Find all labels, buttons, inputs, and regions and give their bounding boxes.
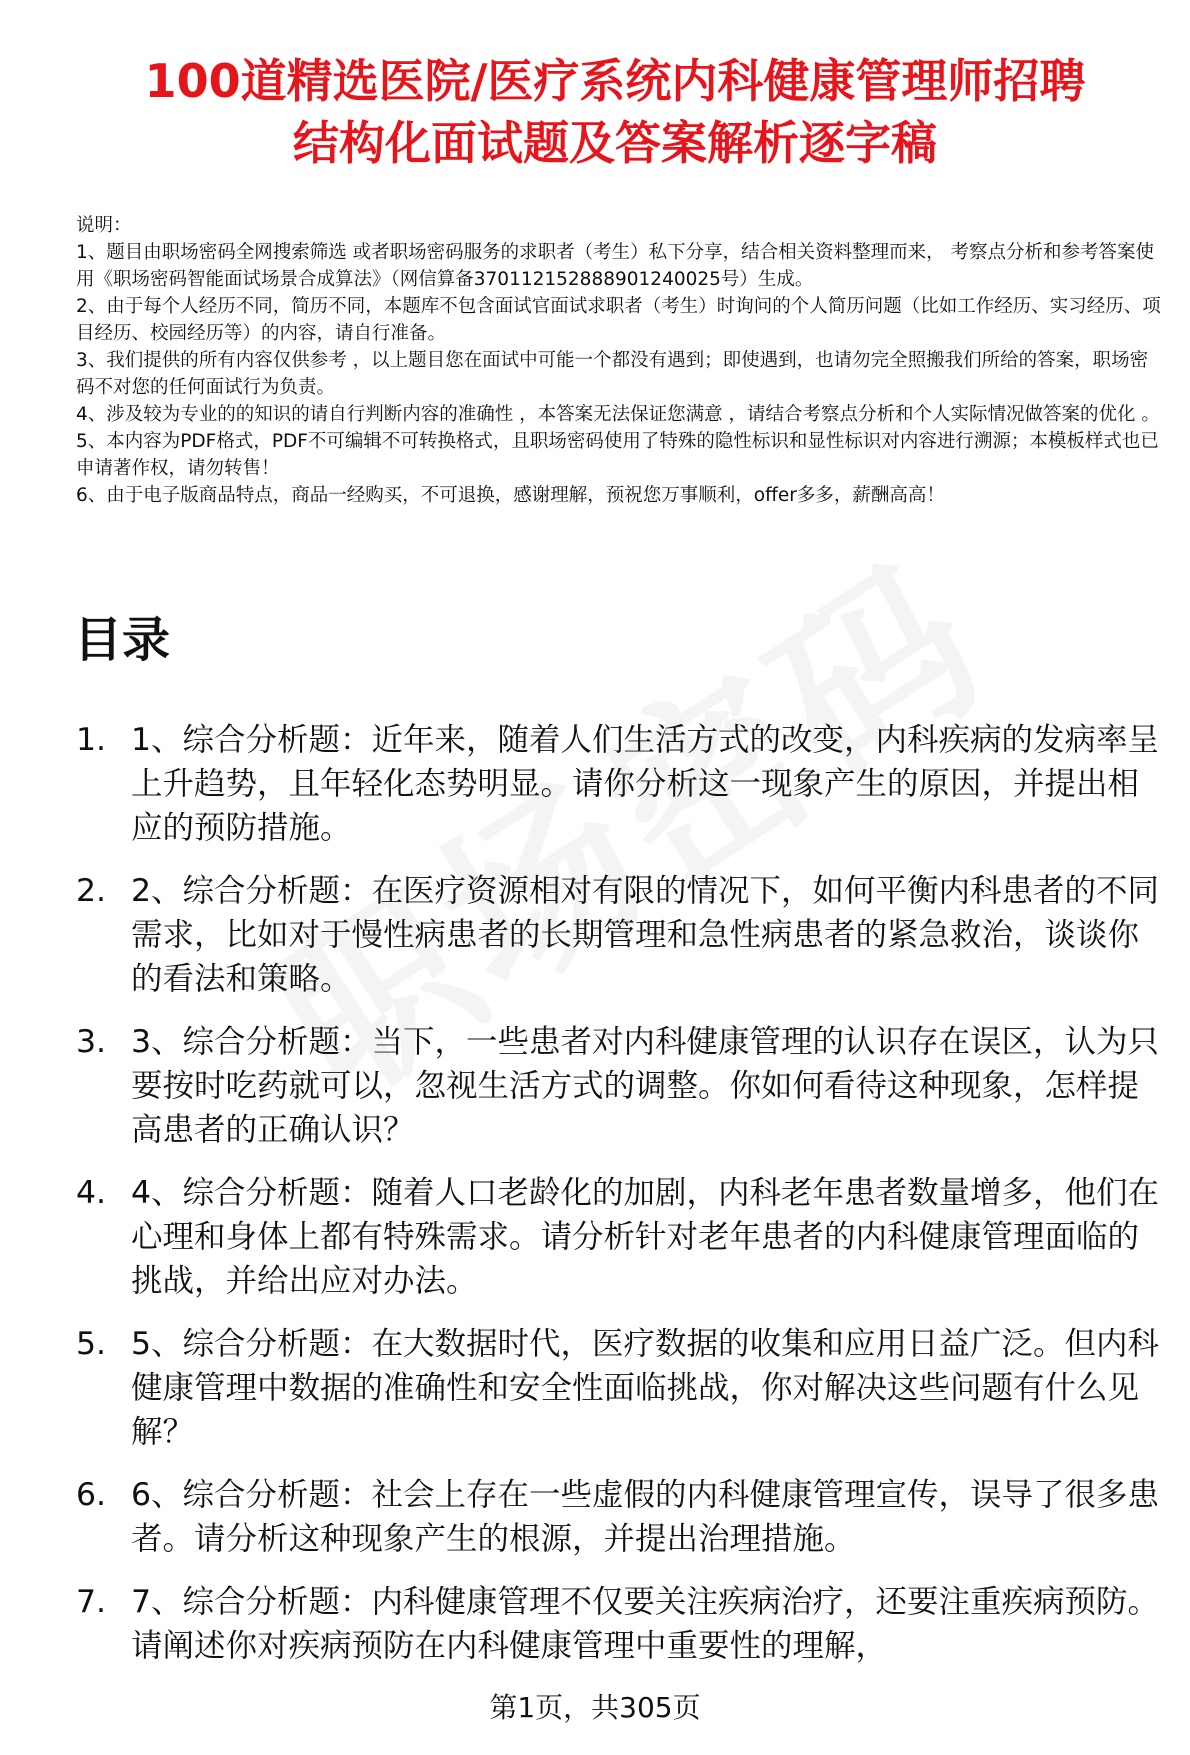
toc-item[interactable] — [76, 1171, 1166, 1303]
instructions-notes — [76, 212, 1166, 509]
toc-item-number: 6. — [76, 1477, 107, 1513]
note-item: 2、由于每个人经历不同，简历不同，本题库不包含面试官面试求职者（考生）时询问的个人简历问题（比如工作经历、实习经历、项目经历、校园经历等）的内容，请自行准备。 — [76, 296, 1161, 344]
toc-item[interactable] — [76, 1580, 1166, 1668]
toc-item-number: 5. — [76, 1326, 107, 1362]
toc-item[interactable] — [76, 1020, 1166, 1152]
toc-item-number: 3. — [76, 1024, 107, 1060]
toc-item-number: 7. — [76, 1584, 107, 1620]
page-footer: 第1页，共305页 — [489, 1691, 701, 1724]
toc-item-text: 1、综合分析题：近年来，随着人们生活方式的改变，内科疾病的发病率呈上升趋势，且年轻化态势明显。请你分析这一现象产生的原因，并提出相应的预防措施。 — [131, 722, 1160, 846]
note-item: 6、由于电子版商品特点，商品一经购买，不可退换，感谢理解，预祝您万事顺利，offer多多，薪酬高高！ — [76, 485, 945, 506]
toc-item-text: 3、综合分析题：当下，一些患者对内科健康管理的认识存在误区，认为只要按时吃药就可以，忽视生活方式的调整。你如何看待这种现象，怎样提高患者的正确认识？ — [131, 1024, 1160, 1148]
toc-item[interactable] — [76, 1322, 1166, 1454]
notes-heading: 说明： — [76, 215, 132, 236]
toc-item[interactable] — [76, 1473, 1166, 1561]
toc-item[interactable] — [76, 869, 1166, 1001]
table-of-contents — [76, 718, 1166, 1687]
note-item: 4、涉及较为专业的的知识的请自行判断内容的准确性 ，本答案无法保证您满意 ，请结合考察点分析和个人实际情况做答案的优化 。 — [76, 404, 1160, 425]
toc-item-number: 1. — [76, 722, 107, 758]
toc-item-text: 2、综合分析题：在医疗资源相对有限的情况下，如何平衡内科患者的不同需求，比如对于慢性病患者的长期管理和急性病患者的紧急救治，谈谈你的看法和策略。 — [131, 873, 1160, 997]
toc-heading: 目录 — [74, 612, 171, 668]
title-line-2: 结构化面试题及答案解析逐字稿 — [293, 116, 937, 170]
note-item: 1、题目由职场密码全网搜索筛选 或者职场密码服务的求职者（考生）私下分享，结合相关资料整理而来， 考察点分析和参考答案使用《职场密码智能面试场景合成算法》（网信算备370112152888901240025号）生成。 — [76, 242, 1155, 290]
toc-item-text: 7、综合分析题：内科健康管理不仅要关注疾病治疗，还要注重疾病预防。请阐述你对疾病预防在内科健康管理中重要性的理解， — [131, 1584, 1160, 1664]
toc-item[interactable] — [76, 718, 1166, 850]
toc-item-number: 4. — [76, 1175, 107, 1211]
note-item: 5、本内容为PDF格式，PDF不可编辑不可转换格式，且职场密码使用了特殊的隐性标识和显性标识对内容进行溯源；本模板样式也已申请著作权，请勿转售！ — [76, 431, 1159, 479]
note-item: 3、我们提供的所有内容仅供参考 ，以上题目您在面试中可能一个都没有遇到；即使遇到，也请勿完全照搬我们所给的答案，职场密码不对您的任何面试行为负责。 — [76, 350, 1149, 398]
toc-item-text: 4、综合分析题：随着人口老龄化的加剧，内科老年患者数量增多，他们在心理和身体上都有特殊需求。请分析针对老年患者的内科健康管理面临的挑战，并给出应对办法。 — [131, 1175, 1160, 1299]
title-line-1: 100道精选医院/医疗系统内科健康管理师招聘 — [144, 54, 1086, 108]
toc-item-number: 2. — [76, 873, 107, 909]
document-title — [60, 50, 1170, 174]
toc-item-text: 5、综合分析题：在大数据时代，医疗数据的收集和应用日益广泛。但内科健康管理中数据的准确性和安全性面临挑战，你对解决这些问题有什么见解？ — [131, 1326, 1160, 1450]
toc-item-text: 6、综合分析题：社会上存在一些虚假的内科健康管理宣传，误导了很多患者。请分析这种现象产生的根源，并提出治理措施。 — [131, 1477, 1160, 1557]
